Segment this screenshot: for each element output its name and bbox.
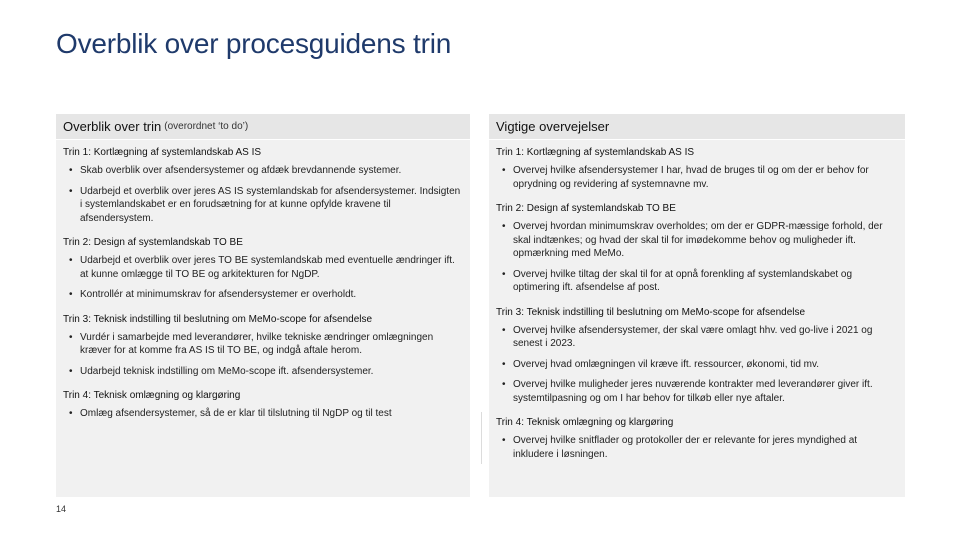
list-item: • Overvej hvilke afsendersystemer I har, hvad de bruges til og om der er behov for oprydning og revidering af systemnavne mv. [502,165,869,190]
step-3-list [502,324,897,406]
considerations-panel [489,114,905,497]
list-item: • Overvej hvilke tiltag der skal til for at opnå forenkling af systemlandskabet og optimering ift. afsendelse af post. [502,268,853,293]
step-2-list [69,254,462,302]
step-4-title: Trin 4: Teknisk omlægning og klargøring [63,390,241,401]
step-2-title: Trin 2: Design af systemlandskab TO BE [496,203,676,214]
bullet-icon: • [69,165,73,176]
step-3-title: Trin 3: Teknisk indstilling til beslutning om MeMo-scope for afsendelse [496,306,806,318]
bullet-icon: • [502,324,506,336]
step-1-title: Trin 1: Kortlægning af systemlandskab AS IS [63,147,262,158]
bullet-icon: • [69,255,73,266]
list-item: • Vurdér i samarbejde med leverandører, hvilke tekniske ændringer omlægningen kræver for at komme fra AS IS til TO BE, og indgå aftale herom. [69,331,434,356]
bullet-icon: • [502,435,506,446]
overview-panel [56,114,470,497]
overview-panel-subheading: (overordnet ‘to do’) [164,121,249,132]
bullet-icon: • [69,331,73,343]
step-1-list [502,164,897,191]
step-1-title: Trin 1: Kortlægning af systemlandskab AS IS [496,147,695,158]
bullet-icon: • [502,221,506,232]
bullet-icon: • [69,408,73,419]
page-number: 14 [56,504,67,514]
bullet-icon: • [69,289,73,300]
considerations-panel-header [489,114,905,139]
list-item: • Omlæg afsendersystemer, så de er klar til tilslutning til NgDP og til test [69,408,392,419]
list-item: • Kontrollér at minimumskrav for afsendersystemer er overholdt. [69,289,357,300]
overview-panel-header [56,114,470,139]
list-item: • Udarbejd teknisk indstilling om MeMo-scope ift. afsendersystemer. [69,365,374,377]
overview-panel-heading: Overblik over trin [63,119,162,134]
list-item: • Overvej hvordan minimumskrav overholdes; om der er GDPR-mæssige forhold, der skal indtænkes; og hvad der skal til for imødekomme behov og muligheder ift. opmærkning med MeMo. [502,221,883,259]
step-4-list [502,434,897,461]
list-item: • Udarbejd et overblik over jeres TO BE systemlandskab med eventuelle ændringer ift. at kunne omlægge til TO BE og arkitekturen for NgDP. [69,255,455,280]
list-item: • Overvej hvilke afsendersystemer, der skal være omlagt hhv. ved go-live i 2021 og senest i 2023. [502,324,873,349]
bullet-icon: • [502,165,506,176]
step-1-list [69,164,462,225]
bullet-icon: • [502,379,506,390]
step-4-list [69,407,462,421]
page-title: Overblik over procesguidens trin [56,28,452,59]
step-2-list [502,220,897,295]
list-item: • Overvej hvilke snitflader og protokoller der er relevante for jeres myndighed at inkludere i løsningen. [502,435,858,460]
step-3-list [69,331,462,379]
list-item: • Overvej hvad omlægningen vil kræve ift. ressourcer, økonomi, tid mv. [502,358,820,370]
list-item: • Overvej hvilke muligheder jeres nuværende kontrakter med leverandører giver ift. systemtilpasning og om I har behov for tilkøb eller nye aftaler. [502,379,873,404]
bullet-icon: • [502,268,506,280]
step-3-title: Trin 3: Teknisk indstilling til beslutning om MeMo-scope for afsendelse [63,313,373,325]
divider [481,412,482,464]
bullet-icon: • [69,365,73,377]
bullet-icon: • [502,358,506,370]
step-4-title: Trin 4: Teknisk omlægning og klargøring [496,417,674,428]
list-item: • Udarbejd et overblik over jeres AS IS systemlandskab for afsendersystemer. Indsigten i systemlandskabet er en forudsætning for at kunne opfylde kravene til afsendersystem. [69,185,461,224]
step-2-title: Trin 2: Design af systemlandskab TO BE [63,237,243,248]
considerations-panel-heading: Vigtige overvejelser [496,119,610,134]
bullet-icon: • [69,185,73,197]
list-item: • Skab overblik over afsendersystemer og afdæk brevdannende systemer. [69,165,402,176]
